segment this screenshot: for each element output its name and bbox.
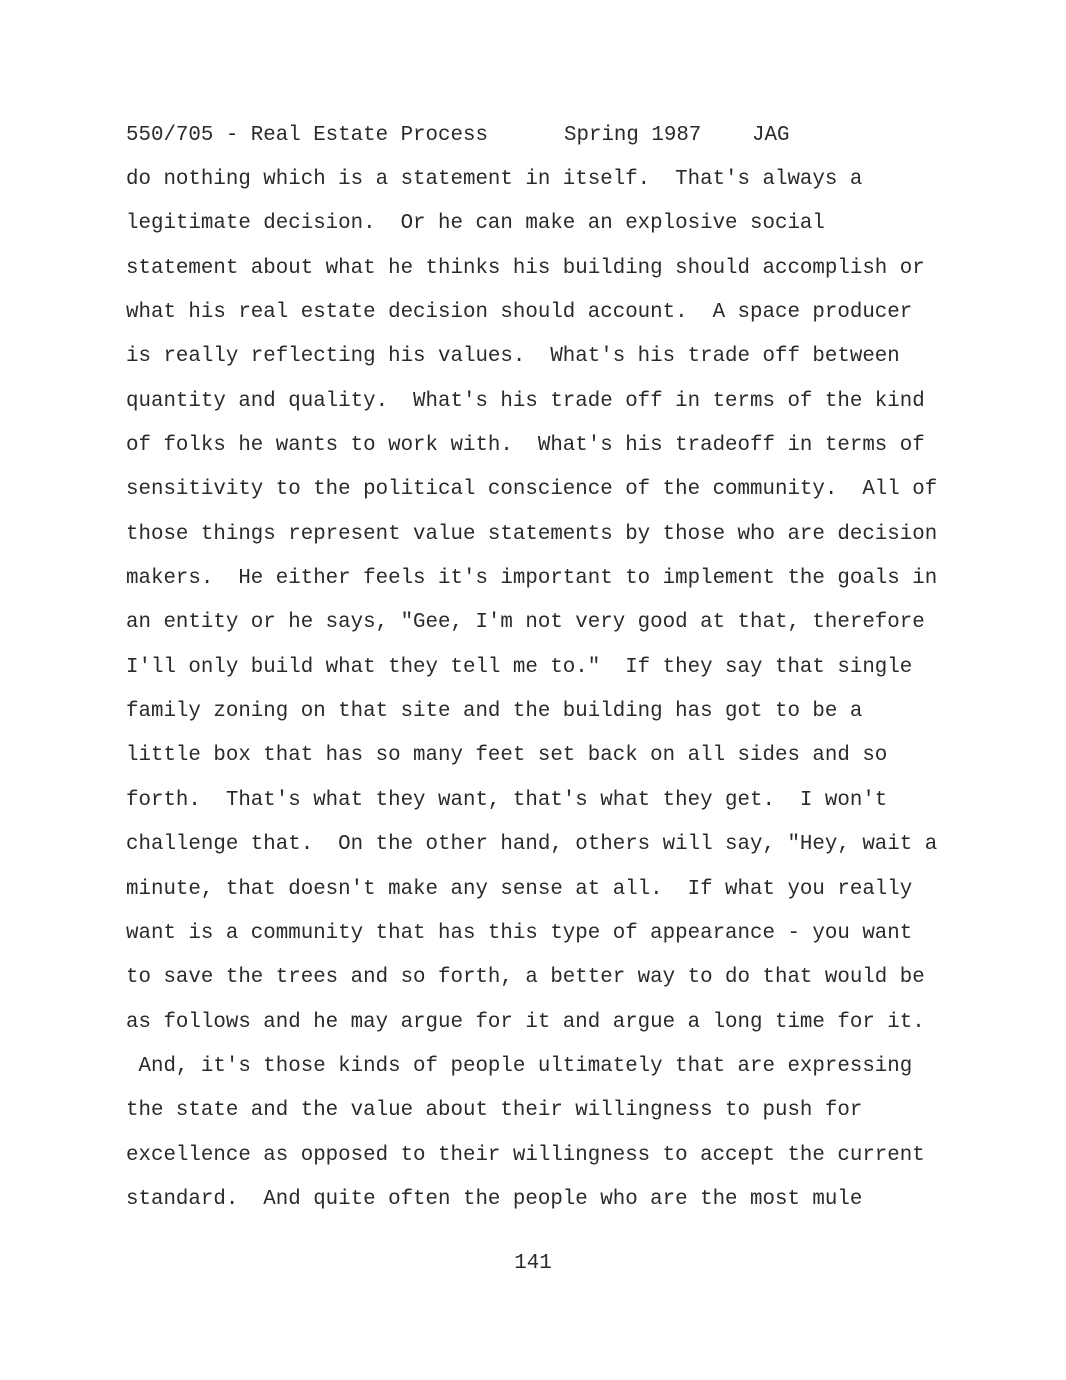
text-line: little box that has so many feet set back on all sides and so	[126, 744, 888, 768]
text-line: do nothing which is a statement in itself. That's always a	[126, 168, 863, 191]
text-line: what his real estate decision should account. A space producer	[126, 301, 913, 325]
course-title: 550/705 - Real Estate Process	[126, 124, 488, 147]
text-line: forth. That's what they want, that's what they get. I won't	[126, 788, 888, 812]
text-line: quantity and quality. What's his trade off in terms of the kind	[126, 389, 925, 413]
text-line: minute, that doesn't make any sense at all. If what you really	[126, 877, 913, 901]
text-line: statement about what he thinks his building should accomplish or	[126, 256, 925, 280]
text-line: the state and the value about their willingness to push for	[126, 1099, 863, 1123]
text-line: want is a community that has this type of appearance - you want	[126, 921, 913, 945]
page-header	[126, 122, 789, 150]
text-line: as follows and he may argue for it and argue a long time for it.	[126, 1010, 925, 1034]
text-line: is really reflecting his values. What's his trade off between	[126, 345, 900, 369]
author-initials: JAG	[752, 124, 790, 147]
text-line: of folks he wants to work with. What's his tradeoff in terms of	[126, 434, 925, 458]
text-line: I'll only build what they tell me to." If they say that single	[126, 655, 913, 679]
page-number: 141	[514, 1252, 552, 1275]
text-line: standard. And quite often the people who are the most mule	[126, 1187, 863, 1211]
text-line: And, it's those kinds of people ultimately that are expressing	[126, 1054, 913, 1078]
text-line: sensitivity to the political conscience of the community. All of	[126, 478, 938, 502]
text-line: makers. He either feels it's important to implement the goals in	[126, 567, 938, 591]
text-line: those things represent value statements by those who are decision	[126, 522, 938, 546]
text-line: challenge that. On the other hand, others will say, "Hey, wait a	[126, 833, 938, 857]
text-line: an entity or he says, "Gee, I'm not very good at that, therefore	[126, 611, 925, 635]
text-line: to save the trees and so forth, a better way to do that would be	[126, 966, 925, 990]
text-line: family zoning on that site and the building has got to be a	[126, 700, 863, 724]
text-line: legitimate decision. Or he can make an explosive social	[126, 212, 825, 236]
term-label: Spring 1987	[564, 124, 702, 147]
transcript-body	[126, 166, 956, 1230]
text-line: excellence as opposed to their willingness to accept the current	[126, 1143, 925, 1167]
